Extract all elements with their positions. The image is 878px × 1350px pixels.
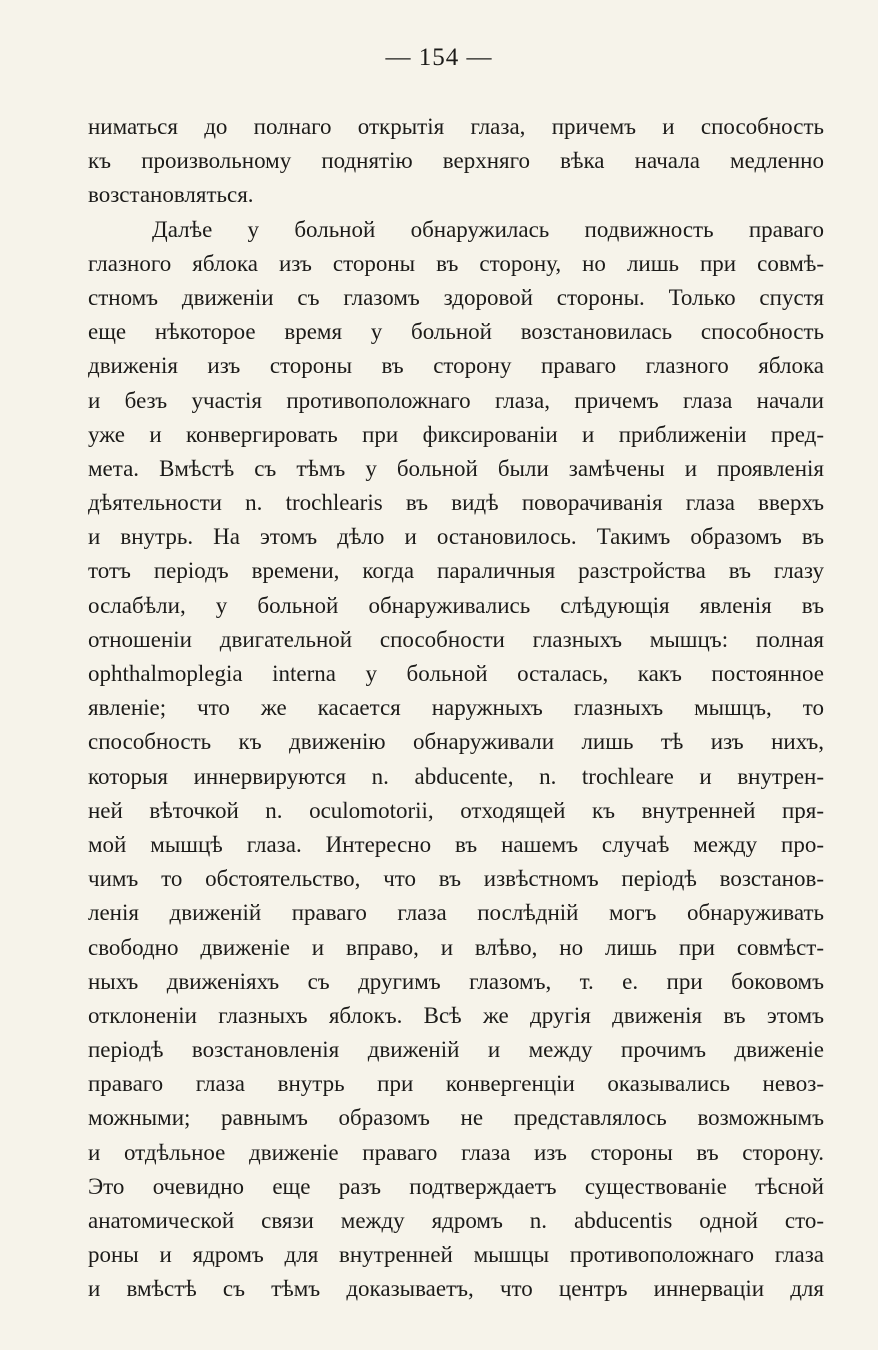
text-line: и внутрь. На этомъ дѣло и остановилось. Такимъ образомъ въ: [88, 524, 824, 550]
paragraph-start-line: Далѣе у больной обнаружилась подвижность праваго: [152, 216, 824, 242]
text-line: ней вѣточкой n. oculomotorii, отходящей къ внутренней пря-: [88, 797, 824, 823]
text-line: уже и конвергировать при фиксированіи и приближеніи пред-: [88, 421, 824, 447]
text-line: анатомической связи между ядромъ n. abducentis одной сто-: [88, 1208, 824, 1233]
text-line: стномъ движеніи съ глазомъ здоровой стороны. Только спустя: [88, 284, 824, 310]
text-line: чимъ то обстоятельство, что въ извѣстномъ періодѣ возстанов-: [88, 866, 824, 892]
text-line: роны и ядромъ для внутренней мышцы противоположнаго глаза: [88, 1242, 824, 1268]
text-line: возстановляться.: [88, 182, 254, 208]
text-line: ниматься до полнаго открытія глаза, причемъ и способность: [88, 114, 824, 139]
text-line: явленіе; что же касается наружныхъ глазныхъ мышцъ, то: [88, 695, 824, 721]
text-line: которыя иннервируются n. abducente, n. trochleare и внутрен-: [88, 763, 824, 789]
text-line: движенія изъ стороны въ сторону праваго глазного яблока: [88, 353, 824, 379]
text-line: праваго глаза внутрь при конвергенціи оказывались невоз-: [88, 1071, 824, 1097]
body-text: [88, 110, 824, 1307]
text-line: Это очевидно еще разъ подтверждаетъ существованіе тѣсной: [88, 1173, 824, 1199]
text-line: отношеніи двигательной способности глазныхъ мышцъ: полная: [88, 626, 824, 652]
text-line: мета. Вмѣстѣ съ тѣмъ у больной были замѣчены и проявленія: [88, 455, 824, 481]
text-line: глазного яблока изъ стороны въ сторону, но лишь при совмѣ-: [88, 250, 824, 276]
text-line: способность къ движенію обнаруживали лишь тѣ изъ нихъ,: [88, 729, 824, 755]
text-line: свободно движеніе и вправо, и влѣво, но лишь при совмѣст-: [88, 934, 824, 960]
text-line: ophthalmoplegia interna у больной осталась, какъ постоянное: [88, 661, 824, 686]
text-line: къ произвольному поднятію верхняго вѣка начала медленно: [88, 148, 824, 174]
text-line: отклоненіи глазныхъ яблокъ. Всѣ же другія движенія въ этомъ: [88, 1002, 824, 1028]
text-line: ныхъ движеніяхъ съ другимъ глазомъ, т. е. при боковомъ: [88, 968, 824, 994]
text-line: мой мышцѣ глаза. Интересно въ нашемъ случаѣ между про-: [88, 831, 824, 857]
text-line: тотъ періодъ времени, когда параличныя разстройства въ глазу: [88, 558, 824, 584]
text-line: еще нѣкоторое время у больной возстановилась способность: [88, 319, 824, 345]
text-line: и безъ участія противоположнаго глаза, причемъ глаза начали: [88, 387, 824, 413]
text-line: ослабѣли, у больной обнаруживались слѣдующія явленія въ: [88, 592, 824, 618]
text-line: и отдѣльное движеніе праваго глаза изъ стороны въ сторону.: [88, 1139, 824, 1165]
text-line: періодѣ возстановленія движеній и между прочимъ движеніе: [88, 1037, 824, 1063]
text-line: ленія движеній праваго глаза послѣдній могъ обнаруживать: [88, 900, 824, 926]
text-line: и вмѣстѣ съ тѣмъ доказываетъ, что центръ иннерваціи для: [88, 1276, 824, 1302]
text-line: дѣятельности n. trochlearis въ видѣ поворачиванія глаза вверхъ: [88, 490, 824, 516]
page-number: — 154 —: [385, 44, 493, 71]
text-line: можными; равнымъ образомъ не представлялось возможнымъ: [88, 1105, 824, 1131]
